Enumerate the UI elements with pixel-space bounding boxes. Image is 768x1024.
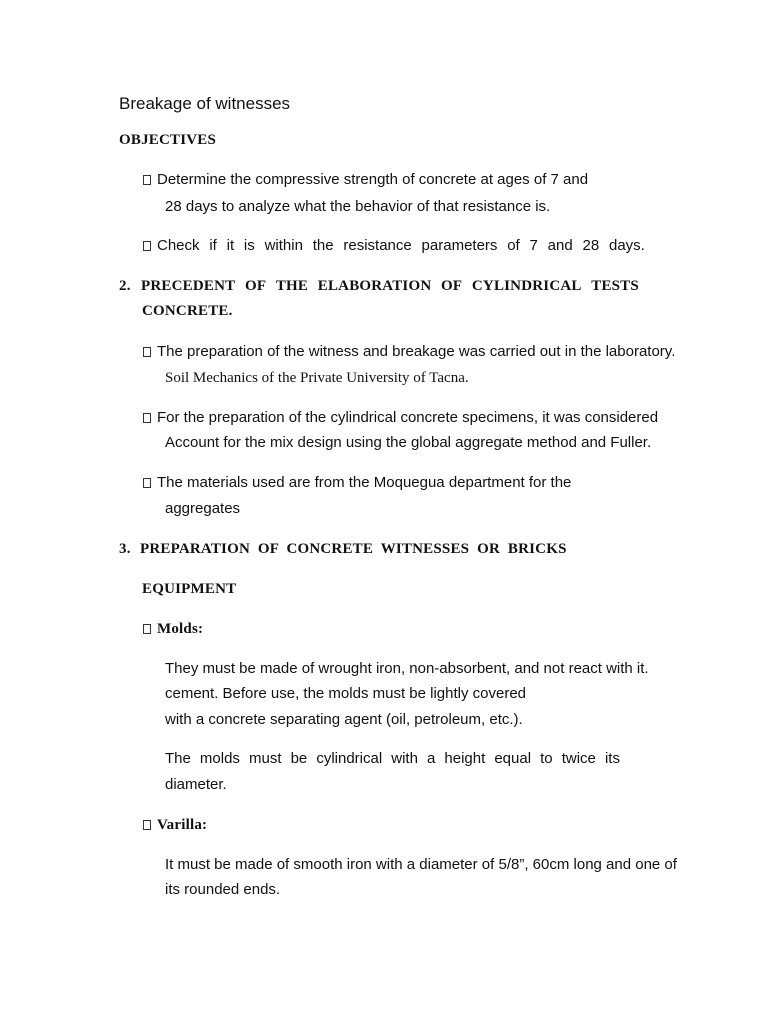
objective-2-word: 7 bbox=[529, 237, 538, 254]
objective-2-word: parameters bbox=[421, 237, 498, 254]
bullet-box-icon bbox=[143, 347, 151, 357]
objective-2-word: if bbox=[209, 237, 217, 254]
bullet-box-icon bbox=[143, 413, 151, 423]
equipment-heading: EQUIPMENT bbox=[142, 581, 237, 597]
molds-paragraph-1-line-2: cement. Before use, the molds must be lightly covered bbox=[165, 685, 527, 702]
section-2-heading bbox=[141, 276, 639, 296]
molds-paragraph-2-word: with bbox=[391, 750, 418, 767]
section-2-heading-word: ELABORATION bbox=[317, 278, 432, 294]
bullet-box-icon bbox=[143, 624, 151, 634]
section-2-heading-word: PRECEDENT bbox=[141, 278, 236, 294]
objective-2-text bbox=[157, 236, 645, 256]
molds-label bbox=[143, 619, 203, 639]
varilla-line-2: its rounded ends. bbox=[165, 881, 281, 898]
section-2-bullet-1-text: The preparation of the witness and breakage was carried out in the laboratory. bbox=[157, 343, 676, 360]
objective-bullet-1-line-2: 28 days to analyze what the behavior of that resistance is. bbox=[165, 198, 551, 215]
molds-paragraph-2-line-1 bbox=[165, 749, 620, 769]
objective-2-word: is bbox=[243, 237, 255, 254]
objective-2-word: 28 bbox=[582, 237, 600, 254]
section-2-heading-word: TESTS bbox=[591, 278, 639, 294]
bullet-box-icon bbox=[143, 478, 151, 488]
objective-bullet-1-line-1 bbox=[143, 170, 588, 190]
varilla-line-1: It must be made of smooth iron with a diameter of 5/8”, 60cm long and one of bbox=[165, 856, 677, 873]
objective-2-word: within bbox=[264, 237, 303, 254]
section-2-heading-word: OF bbox=[441, 278, 463, 294]
objective-2-word: and bbox=[547, 237, 573, 254]
molds-paragraph-1-line-3: with a concrete separating agent (oil, petroleum, etc.). bbox=[165, 711, 523, 728]
molds-label-text: Molds: bbox=[157, 621, 204, 637]
objectives-heading: OBJECTIVES bbox=[119, 132, 217, 148]
bullet-box-icon bbox=[143, 820, 151, 830]
document-title: Breakage of witnesses bbox=[119, 94, 291, 113]
molds-paragraph-1-line-1: They must be made of wrought iron, non-absorbent, and not react with it. bbox=[165, 660, 649, 677]
molds-paragraph-2-word: equal bbox=[494, 750, 532, 767]
molds-paragraph-2-word: to bbox=[540, 750, 553, 767]
molds-paragraph-2-word: its bbox=[604, 750, 620, 767]
objective-2-word: days. bbox=[608, 237, 645, 254]
objective-2-word: it bbox=[226, 237, 235, 254]
objective-2-word: resistance bbox=[343, 237, 412, 254]
objective-bullet-2 bbox=[143, 236, 645, 256]
section-2-bullet-2-text: For the preparation of the cylindrical concrete specimens, it was considered bbox=[157, 409, 659, 426]
molds-paragraph-2-word: height bbox=[444, 750, 486, 767]
section-3-number: 3. bbox=[119, 541, 131, 557]
molds-paragraph-2-word: The bbox=[165, 750, 191, 767]
molds-paragraph-2-line-2: diameter. bbox=[165, 776, 227, 793]
varilla-label-text: Varilla: bbox=[157, 817, 208, 833]
section-2-bullet-3-text: The materials used are from the Moquegua department for the bbox=[157, 474, 572, 491]
objective-1-text: Determine the compressive strength of concrete at ages of 7 and bbox=[157, 171, 589, 188]
molds-paragraph-2-word: a bbox=[427, 750, 436, 767]
section-2-heading-word: THE bbox=[275, 278, 309, 294]
section-2-bullet-2-line-2: Account for the mix design using the global aggregate method and Fuller. bbox=[165, 434, 652, 451]
molds-paragraph-2-word: must bbox=[249, 750, 282, 767]
objective-2-word: of bbox=[507, 237, 520, 254]
section-2-bullet-1 bbox=[143, 342, 675, 362]
section-2-bullet-2 bbox=[143, 408, 658, 428]
objective-2-word: Check bbox=[157, 237, 200, 254]
bullet-box-icon bbox=[143, 175, 151, 185]
section-3-heading: PREPARATION OF CONCRETE WITNESSES OR BRICKS bbox=[140, 541, 567, 557]
section-2-bullet-1-line-2: Soil Mechanics of the Private University of Tacna. bbox=[165, 370, 469, 386]
section-2-bullet-3 bbox=[143, 473, 571, 493]
objective-2-word: the bbox=[312, 237, 334, 254]
section-2-heading-word: OF bbox=[244, 278, 267, 294]
bullet-box-icon bbox=[143, 241, 151, 251]
molds-paragraph-2-word: be bbox=[290, 750, 308, 767]
section-2-heading-word: CYLINDRICAL bbox=[471, 278, 582, 294]
section-2-heading-line-2: CONCRETE. bbox=[142, 303, 233, 319]
molds-paragraph-2-word: cylindrical bbox=[316, 750, 383, 767]
section-2-bullet-3-line-2: aggregates bbox=[165, 500, 241, 517]
molds-paragraph-2-word: molds bbox=[199, 750, 240, 767]
section-2-number: 2. bbox=[119, 278, 131, 294]
varilla-label bbox=[143, 815, 207, 835]
molds-paragraph-2-word: twice bbox=[561, 750, 596, 767]
